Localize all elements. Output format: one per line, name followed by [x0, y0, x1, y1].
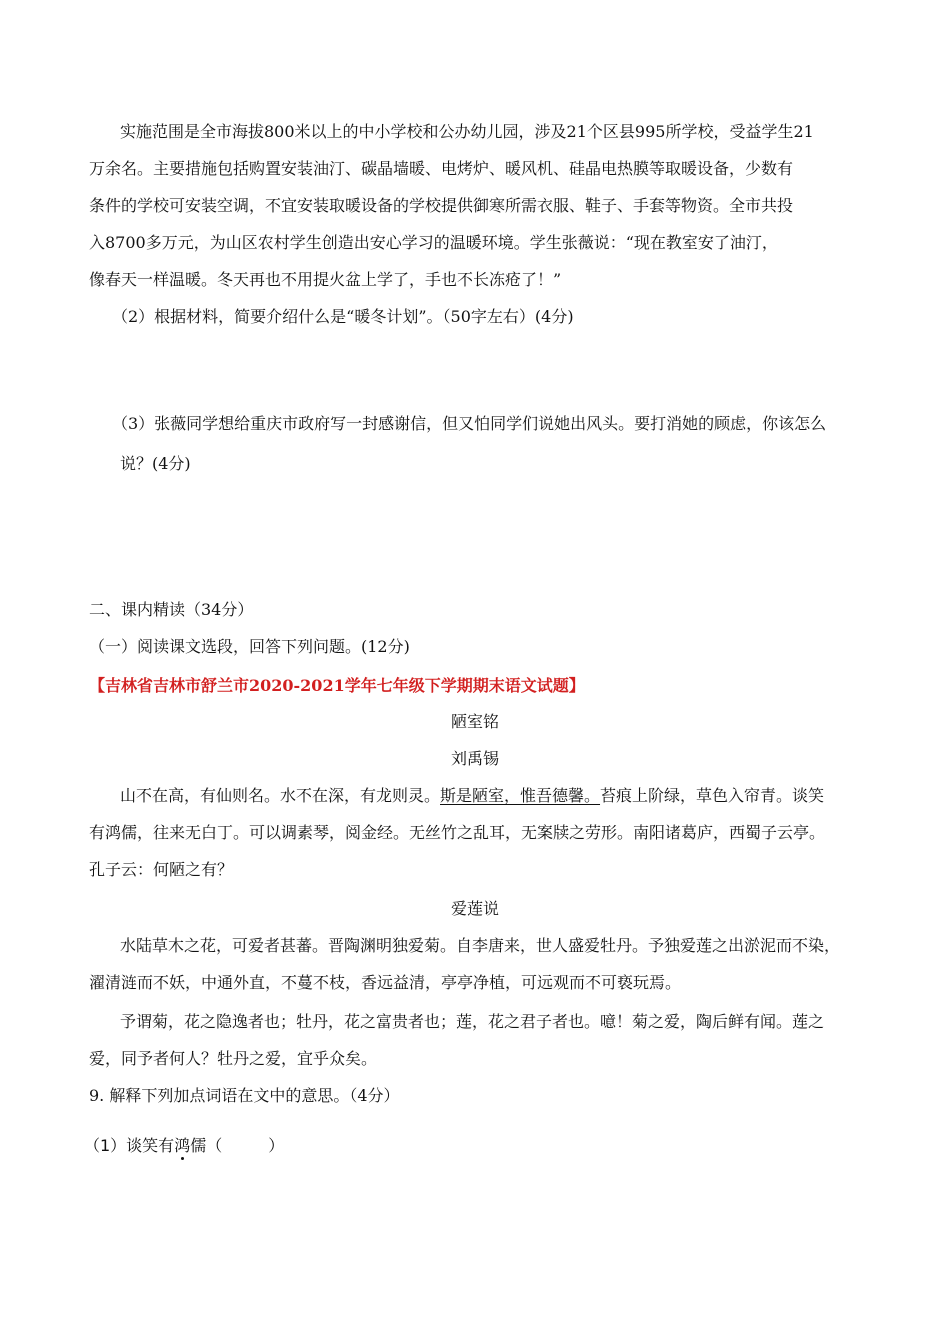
poem-2-para-2-line-1: 予谓菊，花之隐逸者也；牡丹，花之富贵者也；莲，花之君子者也。噫！菊之爱，陶后鲜有闻。莲之 — [120, 1012, 825, 1031]
poem-1-line-1-end: 苔痕上阶绿，草色入帘青。谈笑 — [600, 786, 825, 805]
passage-line-4: 入8700多万元，为山区农村学生创造出安心学习的温暖环境。学生张薇说：“现在教室安了油汀， — [89, 233, 778, 252]
poem-1-title: 陋室铭 — [450, 712, 499, 731]
question-9-item-1 — [84, 1136, 284, 1156]
poem-2-para-1-line-1: 水陆草木之花，可爱者甚蕃。晋陶渊明独爱菊。自李唐来，世人盛爱牡丹。予独爱莲之出淤泥而不染， — [120, 936, 841, 955]
poem-2-para-2-line-2: 爱，同予者何人？牡丹之爱，宜乎众矣。 — [89, 1049, 378, 1068]
poem-1-line-3: 孔子云：何陋之有？ — [89, 860, 234, 879]
poem-2-para-1-line-2: 濯清涟而不妖，中通外直，不蔓不枝，香远益清，亭亭净植，可远观而不可亵玩焉。 — [89, 973, 682, 992]
passage-line-3: 条件的学校可安装空调，不宜安装取暖设备的学校提供御寒所需衣服、鞋子、手套等物资。全市共投 — [89, 196, 794, 215]
section-2-heading: 二、课内精读（34分） — [89, 600, 254, 619]
question-3-line-2: 说？(4分) — [120, 454, 191, 473]
item-1-close: ） — [268, 1136, 285, 1155]
passage-line-2: 万余名。主要措施包括购置安装油汀、碳晶墙暖、电烤炉、暖风机、硅晶电热膜等取暖设备，少数有 — [89, 159, 794, 178]
source-note: 【吉林省吉林市舒兰市2020-2021学年七年级下学期期末语文试题】 — [89, 676, 585, 695]
question-2: （2）根据材料，简要介绍什么是“暖冬计划”。（50字左右）(4分) — [112, 307, 574, 326]
emphasis-dot-word: 鸿 — [174, 1136, 191, 1155]
item-1-middle: 儒（ — [190, 1136, 223, 1155]
poem-2-title: 爱莲说 — [450, 899, 499, 918]
question-9-prompt: 9. 解释下列加点词语在文中的意思。（4分） — [89, 1086, 400, 1105]
poem-1-line-1-start: 山不在高，有仙则名。水不在深，有龙则灵。 — [120, 786, 441, 805]
poem-1-underlined-phrase: 斯是陋室，惟吾德馨。 — [440, 786, 601, 805]
poem-1-line-2: 有鸿儒，往来无白丁。可以调素琴，阅金经。无丝竹之乱耳，无案牍之劳形。南阳诸葛庐，西蜀子云亭。 — [89, 823, 826, 842]
poem-1-author: 刘禹锡 — [450, 749, 499, 768]
item-1-start: （1）谈笑有 — [84, 1136, 175, 1155]
passage-line-5: 像春天一样温暖。冬天再也不用提火盆上学了，手也不长冻疮了！” — [89, 270, 562, 289]
passage-line-1: 实施范围是全市海拔800米以上的中小学校和公办幼儿园，涉及21个区县995所学校，受益学生21 — [120, 122, 814, 141]
poem-1-line-1 — [120, 786, 824, 806]
question-3-line-1: （3）张薇同学想给重庆市政府写一封感谢信，但又怕同学们说她出风头。要打消她的顾虑，你该怎么 — [112, 414, 827, 433]
section-2-subheading: （一）阅读课文选段，回答下列问题。(12分) — [89, 637, 410, 656]
